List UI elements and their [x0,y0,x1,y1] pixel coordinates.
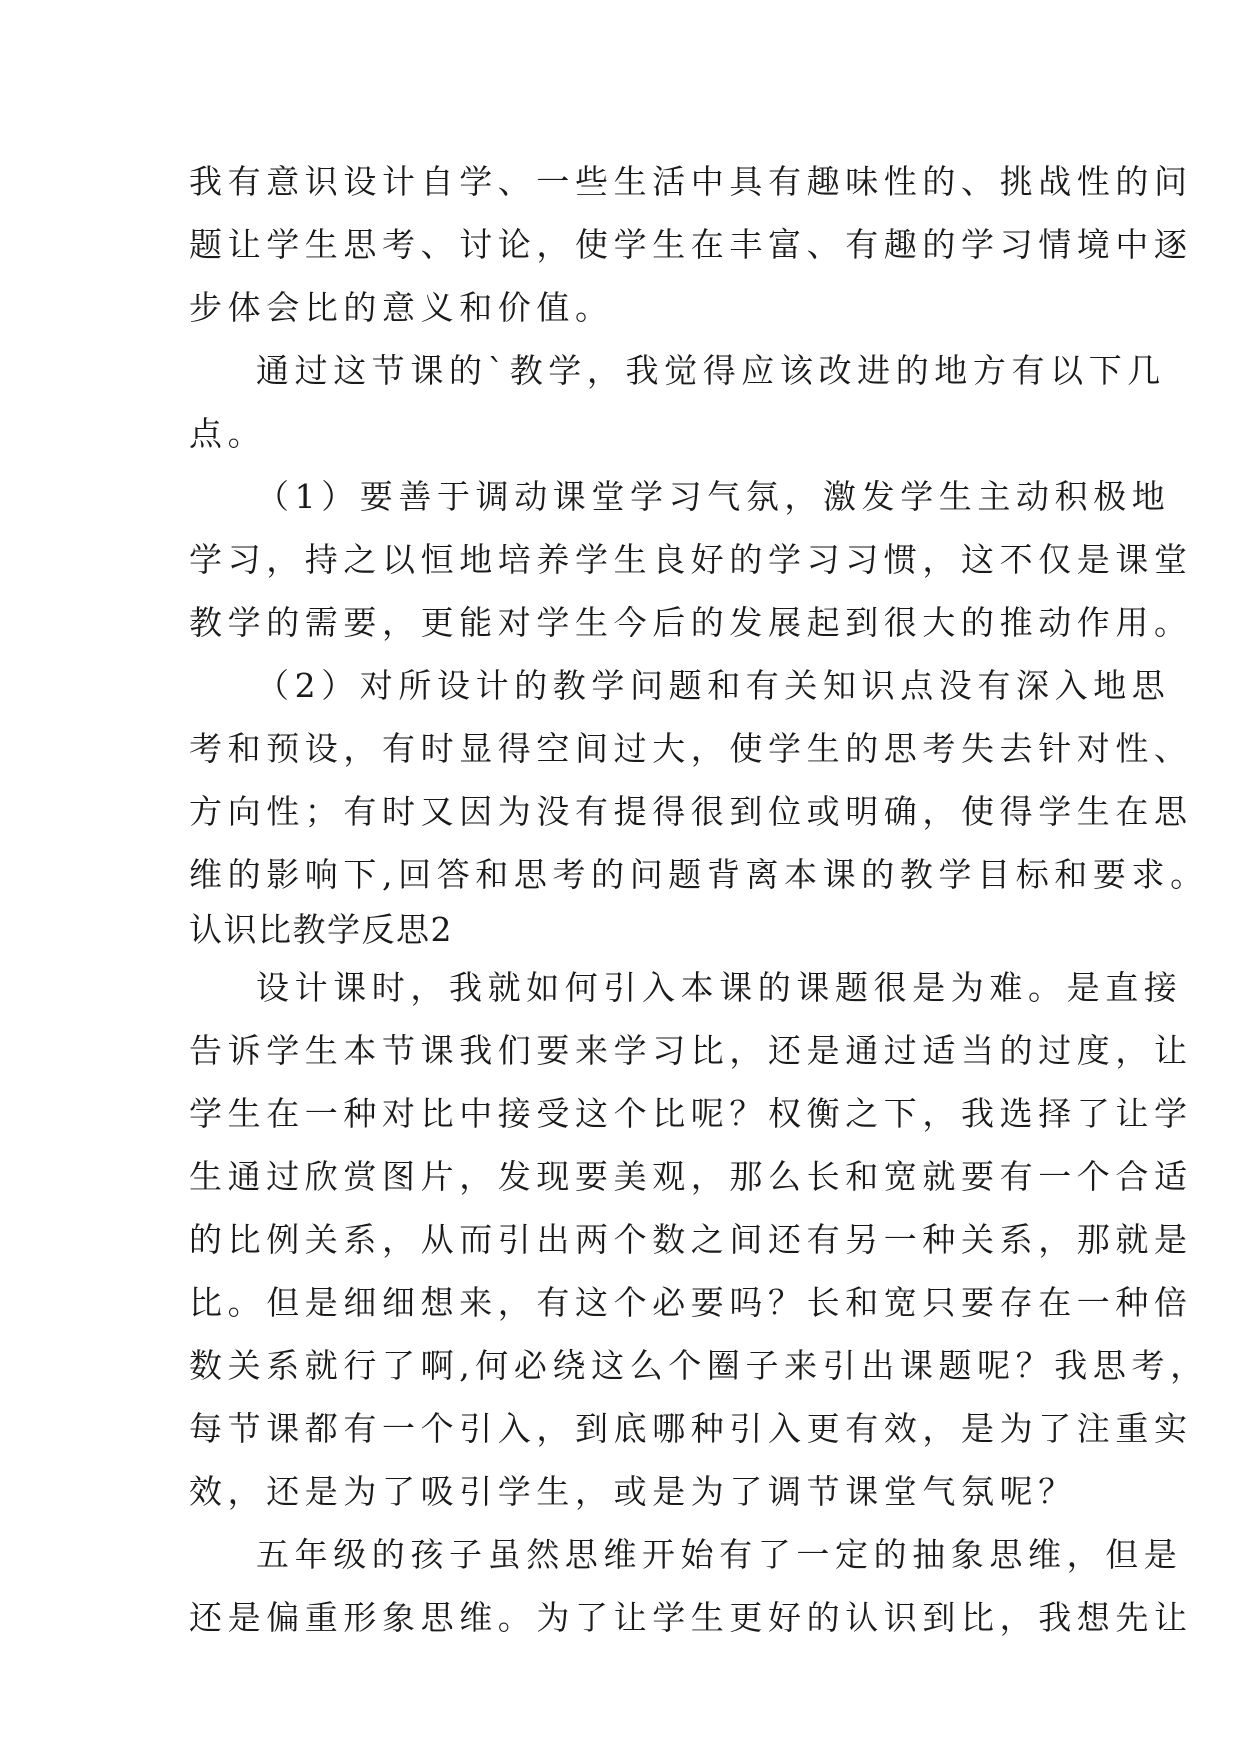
paragraph-line: 考和预设，有时显得空间过大，使学生的思考失去针对性、 [189,729,1193,768]
paragraph-line: 每节课都有一个引入，到底哪种引入更有效，是为了注重实 [189,1409,1193,1448]
paragraph-line: 设计课时，我就如何引入本课的课题很是为难。是直接 [256,968,1183,1007]
paragraph-line: 学习，持之以恒地培养学生良好的学习习惯，这不仅是课堂 [189,540,1193,579]
paragraph-line: 比。但是细细想来，有这个必要吗？长和宽只要存在一种倍 [189,1283,1193,1322]
paragraph-line: 维的影响下,回答和思考的问题背离本课的教学目标和要求。 [189,855,1209,894]
paragraph-line: 点。 [189,414,267,453]
paragraph-line: 告诉学生本节课我们要来学习比，还是通过适当的过度，让 [189,1031,1193,1070]
paragraph-line: 还是偏重形象思维。为了让学生更好的认识到比，我想先让 [189,1598,1193,1637]
paragraph-line: 通过这节课的`教学，我觉得应该改进的地方有以下几 [256,351,1166,390]
paragraph-line: 方向性；有时又因为没有提得很到位或明确，使得学生在思 [189,792,1193,831]
paragraph-line: 题让学生思考、讨论，使学生在丰富、有趣的学习情境中逐 [189,225,1193,264]
paragraph-line: 的比例关系，从而引出两个数之间还有另一种关系，那就是 [189,1220,1193,1259]
section-heading: 认识比教学反思2 [189,910,453,949]
paragraph-line: （2）对所设计的教学问题和有关知识点没有深入地思 [256,666,1171,705]
paragraph-line: （1）要善于调动课堂学习气氛，激发学生主动积极地 [256,477,1171,516]
paragraph-line: 教学的需要，更能对学生今后的发展起到很大的推动作用。 [189,603,1193,642]
paragraph-line: 步体会比的意义和价值。 [189,288,614,327]
paragraph-line: 五年级的孩子虽然思维开始有了一定的抽象思维，但是 [256,1535,1183,1574]
paragraph-line: 数关系就行了啊,何必绕这么个圈子来引出课题呢？我思考， [189,1346,1209,1385]
paragraph-line: 效，还是为了吸引学生，或是为了调节课堂气氛呢？ [189,1472,1077,1511]
paragraph-line: 学生在一种对比中接受这个比呢？权衡之下，我选择了让学 [189,1094,1193,1133]
paragraph-line: 我有意识设计自学、一些生活中具有趣味性的、挑战性的问 [189,162,1193,201]
paragraph-line: 生通过欣赏图片，发现要美观，那么长和宽就要有一个合适 [189,1157,1193,1196]
